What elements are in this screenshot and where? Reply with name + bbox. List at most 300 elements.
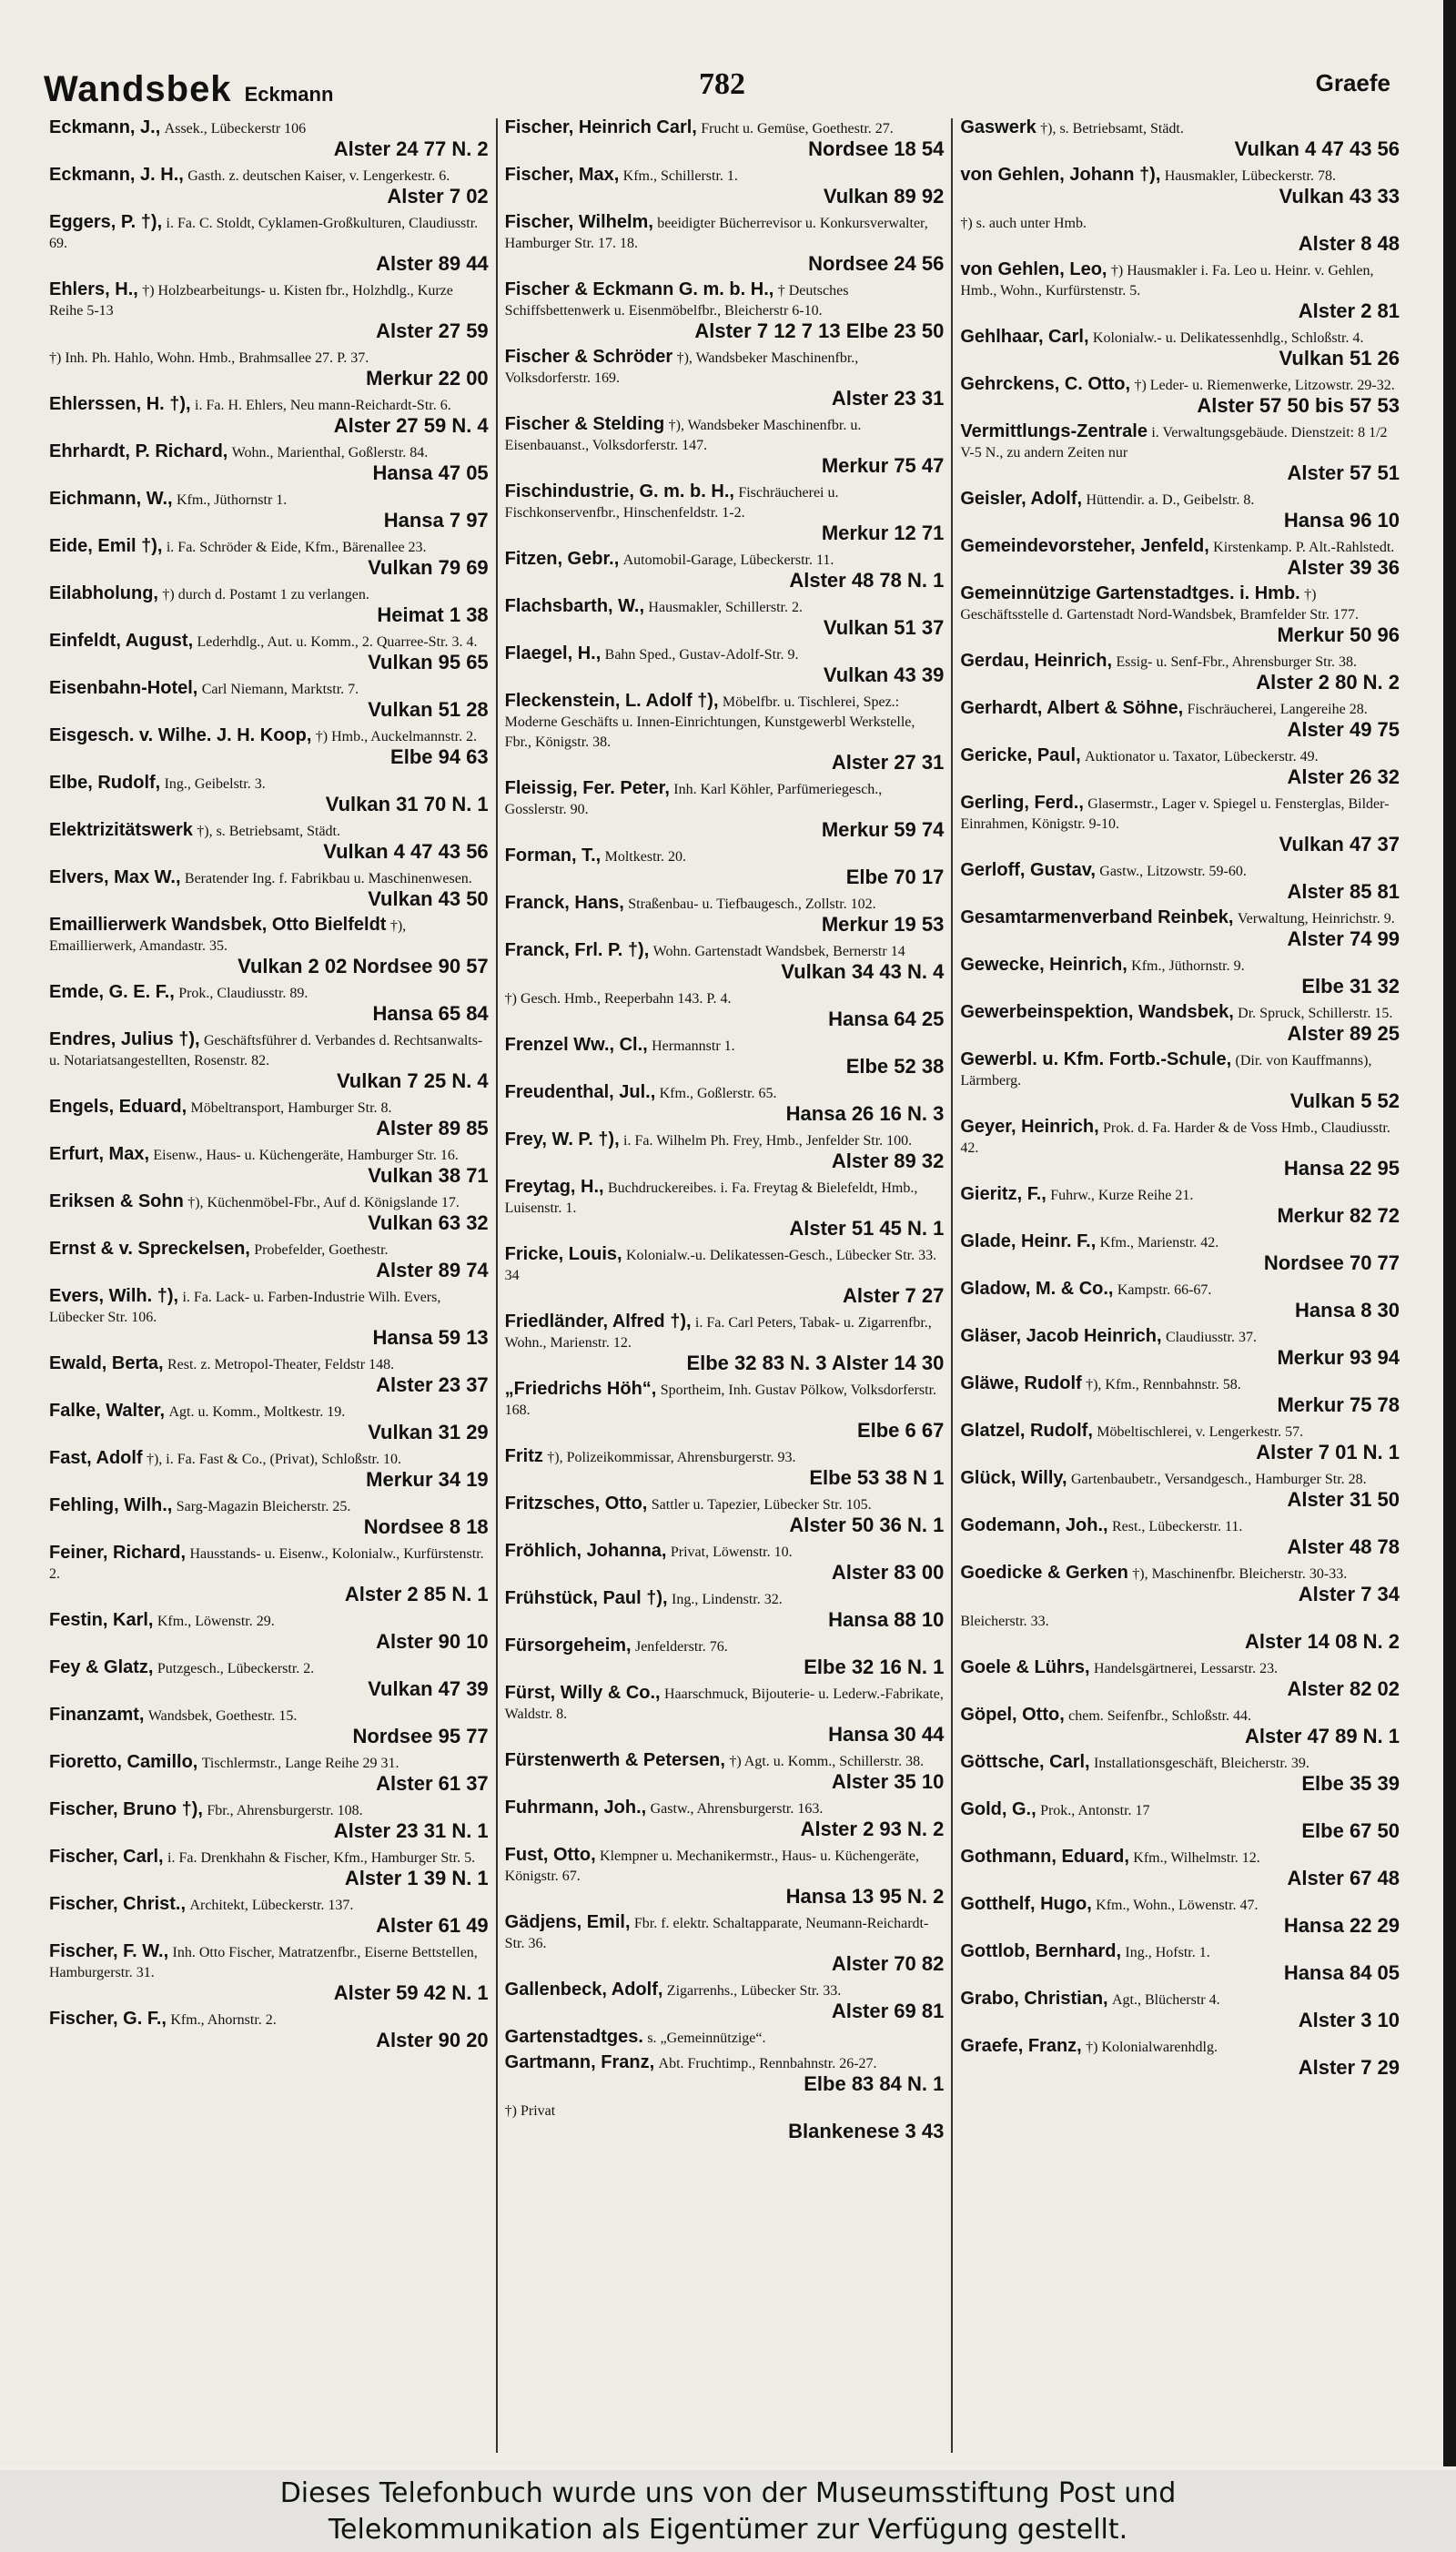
- entry-name: Gläser, Jacob Heinrich,: [960, 1326, 1162, 1346]
- entry-info: Essig- u. Senf-Fbr., Ahrensburger Str. 38.: [1116, 654, 1358, 670]
- entry-phone-number: Vulkan 43 50: [368, 887, 489, 910]
- entry-name: Gemeindevorsteher, Jenfeld,: [960, 536, 1209, 556]
- entry-phone-number: Hansa 64 25: [828, 1008, 945, 1030]
- directory-entry: [49, 983, 489, 1025]
- directory-entry: [960, 1848, 1400, 1889]
- entry-name: Frenzel Ww., Cl.,: [504, 1035, 648, 1055]
- entry-phone-number: Vulkan 63 32: [368, 1211, 489, 1234]
- entry-info: Hausstands- u. Eisenw., Kolonialw., Kurfürstenstr. 2.: [49, 1546, 484, 1582]
- entry-info: Moltkestr. 20.: [604, 849, 686, 865]
- entry-name: Elektrizitätswerk: [49, 820, 193, 840]
- entry-name: Fröhlich, Johanna,: [504, 1541, 667, 1561]
- entry-phone-number: Alster 89 85: [376, 1117, 489, 1139]
- directory-entry: [505, 1447, 945, 1489]
- entry-phone-number: Vulkan 51 37: [823, 616, 945, 639]
- entry-name: Fritz: [504, 1446, 543, 1466]
- entry-phone-number: Alster 83 00: [831, 1561, 945, 1584]
- entry-name: Gallenbeck, Adolf,: [504, 1980, 663, 2000]
- entry-info: Kirstenkamp. P. Alt.-Rahlstedt.: [1213, 540, 1395, 555]
- entry-phone-number: Vulkan 7 25 N. 4: [336, 1069, 489, 1092]
- entry-phone-number: Merkur 19 53: [821, 913, 945, 936]
- entry-info: Fischräucherei, Langereihe 28.: [1187, 702, 1368, 717]
- entry-name: Friedländer, Alfred †),: [504, 1311, 692, 1332]
- entry-info: Abt. Fruchtimp., Rennbahnstr. 26-27.: [658, 2056, 877, 2071]
- entry-name: Fischer, Wilhelm,: [504, 212, 653, 232]
- entry-name: Ehlers, H.,: [49, 279, 138, 299]
- entry-info: Möbeltischlerei, v. Lengerkestr. 57.: [1097, 1424, 1304, 1440]
- entry-info: Verwaltung, Heinrichstr. 9.: [1237, 911, 1395, 927]
- entry-name: Göttsche, Carl,: [960, 1752, 1090, 1772]
- entry-info: Hüttendir. a. D., Geibelstr. 8.: [1086, 492, 1255, 508]
- entry-phone-number: Alster 90 10: [376, 1630, 489, 1653]
- entry-phone-number: Alster 1 39 N. 1: [344, 1867, 489, 1889]
- entry-phone-number: Nordsee 24 56: [808, 252, 945, 275]
- entry-info: †), Kfm., Rennbahnstr. 58.: [1086, 1377, 1241, 1392]
- directory-entry: [49, 584, 489, 626]
- directory-entry: [505, 597, 945, 639]
- entry-phone-number: Alster 48 78: [1287, 1535, 1400, 1558]
- directory-entry: [960, 422, 1400, 484]
- entry-name: Frühstück, Paul †),: [504, 1588, 668, 1608]
- directory-entry: [960, 537, 1400, 579]
- entry-info: Eisenw., Haus- u. Küchengeräte, Hamburger Str. 16.: [153, 1148, 459, 1163]
- directory-entry: [49, 821, 489, 863]
- entry-phone-number: Alster 67 48: [1287, 1867, 1400, 1889]
- entry-phone-number: Vulkan 51 26: [1279, 347, 1400, 370]
- directory-entry: [505, 1684, 945, 1746]
- entry-phone-number: Alster 90 20: [376, 2029, 489, 2051]
- entry-info: Putzgesch., Lübeckerstr. 2.: [157, 1661, 315, 1676]
- entry-info: i. Fa. H. Ehlers, Neu mann-Reichardt-Str. 6.: [195, 398, 451, 413]
- entry-name: Eilabholung,: [49, 583, 158, 603]
- entry-info: Privat, Löwenstr. 10.: [670, 1544, 793, 1560]
- directory-entry: [49, 1145, 489, 1187]
- directory-entry: [49, 1240, 489, 1281]
- entry-name: Eggers, P. †),: [49, 212, 163, 232]
- directory-entry: [960, 1469, 1400, 1511]
- directory-entry: [960, 1990, 1400, 2031]
- entry-info: Klempner u. Mechanikermstr., Haus- u. Küchengeräte, Königstr. 67.: [504, 1848, 920, 1884]
- entry-info: i. Fa. C. Stoldt, Cyklamen-Großkulturen, Claudiusstr. 69.: [49, 216, 479, 251]
- entry-phone-number: Elbe 83 84 N. 1: [804, 2072, 945, 2095]
- entry-phone-number: Alster 82 02: [1287, 1677, 1400, 1700]
- directory-entry: [960, 118, 1400, 160]
- entry-phone-number: Merkur 93 94: [1277, 1346, 1400, 1369]
- entry-name: Fast, Adolf: [49, 1448, 143, 1468]
- entry-phone-number: Hansa 13 95 N. 2: [785, 1885, 945, 1908]
- entry-name: Godemann, Joh.,: [960, 1515, 1108, 1535]
- entry-phone-number: Alster 61 49: [376, 1914, 489, 1937]
- entry-name: Franck, Frl. P. †),: [504, 940, 650, 960]
- entry-info: †) s. auch unter Hmb.: [960, 216, 1087, 231]
- entry-info: Dr. Spruck, Schillerstr. 15.: [1238, 1006, 1393, 1021]
- directory-entry: [49, 1496, 489, 1538]
- entry-phone-number: Merkur 22 00: [366, 367, 489, 390]
- entry-name: Fischer & Schröder: [504, 347, 673, 367]
- entry-name: Gold, G.,: [960, 1799, 1036, 1819]
- entry-info: Möbelfbr. u. Tischlerei, Spez.: Moderne Geschäfts u. Innen-Einrichtungen, Kunstgewerbl Werkstelle, Fbr., Königstr. 38.: [504, 694, 915, 750]
- entry-name: Eriksen & Sohn: [49, 1191, 184, 1211]
- directory-entry: [505, 1636, 945, 1678]
- directory-entry: [505, 166, 945, 208]
- directory-entry: [49, 726, 489, 768]
- entry-name: Gericke, Paul,: [960, 745, 1081, 765]
- directory-entry: [960, 794, 1400, 856]
- directory-entry: [960, 1422, 1400, 1463]
- entry-phone-number: Alster 2 85 N. 1: [344, 1583, 489, 1605]
- directory-entry: [505, 280, 945, 342]
- directory-entry: [505, 894, 945, 936]
- entry-info: † Deutsches Schiffsbettenwerk u. Eisenmöbelfbr., Bleicherstr 6-10.: [504, 283, 849, 319]
- directory-entry: [960, 1050, 1400, 1112]
- directory-entry: [49, 1706, 489, 1747]
- entry-info: Kfm., Jüthornstr. 9.: [1131, 958, 1245, 974]
- directory-entry: [49, 1611, 489, 1653]
- entry-info: Fbr., Ahrensburgerstr. 108.: [207, 1803, 363, 1818]
- entry-name: Fioretto, Camillo,: [49, 1752, 198, 1772]
- entry-name: Vermittlungs-Zentrale: [960, 421, 1148, 441]
- directory-entry: [49, 1544, 489, 1605]
- entry-phone-number: Alster 39 36: [1287, 556, 1400, 579]
- directory-entry: [505, 1913, 945, 1975]
- directory-entry: [505, 550, 945, 592]
- entry-name: Fürst, Willy & Co.,: [504, 1683, 661, 1703]
- directory-entry: [505, 1846, 945, 1908]
- entry-info: †) Kolonialwarenhdlg.: [1086, 2040, 1218, 2055]
- entry-name: Göpel, Otto,: [960, 1705, 1065, 1725]
- entry-phone-number: Merkur 82 72: [1277, 1204, 1400, 1227]
- entry-name: Erfurt, Max,: [49, 1144, 150, 1164]
- entry-info: i. Fa. Carl Peters, Tabak- u. Zigarrenfbr., Wohn., Marienstr. 12.: [504, 1315, 932, 1351]
- directory-columns: [42, 118, 1407, 2453]
- entry-name: Fehling, Wilh.,: [49, 1495, 173, 1515]
- entry-name: Geyer, Heinrich,: [960, 1117, 1099, 1137]
- entry-info: Straßenbau- u. Tiefbaugesch., Zollstr. 102.: [628, 896, 876, 912]
- entry-name: Gerloff, Gustav,: [960, 860, 1096, 880]
- entry-info: Inh. Otto Fischer, Matratzenfbr., Eiserne Bettstellen, Hamburgerstr. 31.: [49, 1945, 478, 1980]
- directory-entry: [505, 1178, 945, 1240]
- entry-phone-number: Alster 2 80 N. 2: [1256, 671, 1400, 694]
- entry-phone-number: Merkur 50 96: [1277, 623, 1400, 646]
- directory-entry: [960, 1895, 1400, 1937]
- entry-name: Graefe, Franz,: [960, 2036, 1082, 2056]
- entry-phone-number: Alster 27 59: [376, 319, 489, 342]
- directory-entry: [49, 1354, 489, 1396]
- entry-name: von Gehlen, Leo,: [960, 259, 1107, 279]
- directory-entry: [505, 1542, 945, 1584]
- directory-entry: [49, 774, 489, 815]
- entry-phone-number: Nordsee 8 18: [363, 1515, 489, 1538]
- directory-entry: [960, 1374, 1400, 1416]
- entry-phone-number: Merkur 75 78: [1277, 1393, 1400, 1416]
- entry-name: Gläwe, Rudolf: [960, 1373, 1082, 1393]
- directory-entry: [505, 118, 945, 160]
- entry-phone-number: Vulkan 79 69: [368, 556, 489, 579]
- entry-name: Endres, Julius †),: [49, 1029, 200, 1049]
- entry-phone-number: Vulkan 89 92: [823, 185, 945, 208]
- entry-phone-number: Alster 7 34: [1298, 1583, 1400, 1605]
- entry-phone-number: Hansa 96 10: [1283, 509, 1400, 532]
- entry-info: Glasermstr., Lager v. Spiegel u. Fensterglas, Bilder-Einrahmen, Königstr. 9-10.: [960, 796, 1390, 832]
- directory-entry: [49, 213, 489, 275]
- entry-name: Eisgesch. v. Wilhe. J. H. Koop,: [49, 725, 312, 745]
- directory-entry: [49, 537, 489, 579]
- directory-entry: [960, 1706, 1400, 1747]
- directory-entry: [49, 1287, 489, 1349]
- entry-phone-number: Vulkan 5 52: [1289, 1089, 1400, 1112]
- directory-entry: [960, 213, 1400, 255]
- entry-info: Rest., Lübeckerstr. 11.: [1111, 1519, 1243, 1534]
- entry-info: Kfm., Marienstr. 42.: [1099, 1235, 1219, 1251]
- entry-info: †) Geschäftsstelle d. Gartenstadt Nord-Wandsbek, Bramfelder Str. 177.: [960, 587, 1360, 623]
- directory-entry: [505, 692, 945, 774]
- header-left: [44, 69, 333, 110]
- entry-info: Bahn Sped., Gustav-Adolf-Str. 9.: [604, 647, 799, 663]
- entry-info: Sattler u. Tapezier, Lübecker Str. 105.: [651, 1497, 872, 1513]
- entry-info: Kfm., Goßlerstr. 65.: [659, 1086, 777, 1101]
- entry-name: Gotthelf, Hugo,: [960, 1894, 1092, 1914]
- entry-phone-number: Hansa 22 95: [1283, 1157, 1400, 1180]
- directory-entry: [960, 1800, 1400, 1842]
- entry-info: Wohn., Marienthal, Goßlerstr. 84.: [231, 445, 429, 461]
- directory-entry: [49, 118, 489, 160]
- entry-info: Fischräucherei u. Fischkonservenfbr., Hinschenfeldstr. 1-2.: [504, 485, 839, 521]
- entry-phone-number: Vulkan 51 28: [368, 698, 489, 721]
- directory-entry: [960, 1658, 1400, 1700]
- entry-phone-number: Blankenese 3 43: [788, 2120, 945, 2142]
- entry-info: s. „Gemeinnützige“.: [647, 2030, 766, 2046]
- entry-info: Kolonialw.-u. Delikatessen-Gesch., Lübecker Str. 33. 34: [504, 1248, 937, 1283]
- entry-phone-number: Elbe 70 17: [845, 866, 945, 888]
- entry-name: Fischer, G. F.,: [49, 2009, 167, 2029]
- directory-entry: [960, 328, 1400, 370]
- entry-info: †) durch d. Postamt 1 zu verlangen.: [162, 587, 369, 603]
- directory-entry: [960, 1003, 1400, 1045]
- entry-phone-number: Alster 7 12 7 13 Elbe 23 50: [694, 319, 945, 342]
- entry-name: Elbe, Rudolf,: [49, 773, 161, 793]
- entry-info: chem. Seifenfbr., Schloßstr. 44.: [1068, 1708, 1252, 1724]
- entry-info: †), s. Betriebsamt, Städt.: [1040, 121, 1184, 137]
- entry-name: Eckmann, J. H.,: [49, 165, 184, 185]
- directory-entry: [505, 846, 945, 888]
- entry-phone-number: Nordsee 70 77: [1263, 1251, 1400, 1274]
- entry-name: Fricke, Louis,: [504, 1244, 622, 1264]
- entry-info: Beratender Ing. f. Fabrikbau u. Maschinenwesen.: [184, 871, 472, 886]
- entry-info: †), i. Fa. Fast & Co., (Privat), Schloßstr. 10.: [146, 1452, 401, 1467]
- entry-info: Rest. z. Metropol-Theater, Feldstr 148.: [167, 1357, 395, 1372]
- directory-entry: [960, 1118, 1400, 1180]
- directory-entry: [505, 1130, 945, 1172]
- directory-entry: [49, 395, 489, 437]
- entry-info: i. Fa. Lack- u. Farben-Industrie Wilh. Evers, Lübecker Str. 106.: [49, 1290, 441, 1325]
- directory-entry: [960, 166, 1400, 208]
- directory-entry: [505, 2053, 945, 2095]
- entry-name: Gädjens, Emil,: [504, 1912, 631, 1932]
- entry-phone-number: Alster 23 31: [831, 387, 945, 410]
- entry-info: Ing., Geibelstr. 3.: [164, 776, 266, 792]
- entry-phone-number: Merkur 34 19: [366, 1468, 489, 1491]
- footer-notice: [0, 2470, 1456, 2552]
- entry-info: †), Polizeikommissar, Ahrensburgerstr. 93.: [547, 1450, 796, 1465]
- entry-info: Hausmakler, Schillerstr. 2.: [648, 600, 803, 615]
- page-header: [44, 64, 1409, 115]
- entry-name: Fischer, Heinrich Carl,: [504, 118, 697, 137]
- entry-phone-number: Alster 14 08 N. 2: [1245, 1630, 1400, 1653]
- directory-entry: [960, 1185, 1400, 1227]
- entry-info: Kfm., Löwenstr. 29.: [157, 1614, 275, 1629]
- entry-phone-number: Vulkan 43 33: [1279, 185, 1400, 208]
- entry-name: Finanzamt,: [49, 1705, 145, 1725]
- entry-phone-number: Alster 59 42 N. 1: [333, 1981, 489, 2004]
- entry-phone-number: Nordsee 18 54: [808, 137, 945, 160]
- entry-info: Probefelder, Goethestr.: [254, 1242, 389, 1258]
- entry-info: †) Hmb., Auckelmannstr. 2.: [315, 729, 478, 744]
- entry-phone-number: Alster 27 31: [831, 751, 945, 774]
- entry-phone-number: Alster 24 77 N. 2: [333, 137, 489, 160]
- entry-phone-number: Heimat 1 38: [377, 603, 489, 626]
- entry-name: Fritzsches, Otto,: [504, 1494, 648, 1514]
- entry-name: Emde, G. E. F.,: [49, 982, 175, 1002]
- entry-info: beeidigter Bücherrevisor u. Konkursverwalter, Hamburger Str. 17. 18.: [504, 216, 928, 251]
- entry-phone-number: Hansa 84 05: [1283, 1961, 1400, 1984]
- entry-phone-number: Alster 2 81: [1298, 299, 1400, 322]
- entry-info: i. Fa. Schröder & Eide, Kfm., Bärenallee 23.: [166, 540, 427, 555]
- entry-name: Fischer & Eckmann G. m. b. H.,: [504, 279, 774, 299]
- entry-phone-number: Merkur 59 74: [821, 818, 945, 841]
- entry-name: Elvers, Max W.,: [49, 867, 181, 887]
- directory-entry: [49, 1848, 489, 1889]
- entry-name: Franck, Hans,: [504, 893, 624, 913]
- entry-name: Fischer & Stelding: [504, 414, 665, 434]
- entry-info: Fbr. f. elektr. Schaltapparate, Neumann-Reichardt-Str. 36.: [504, 1916, 929, 1951]
- entry-phone-number: Vulkan 47 39: [368, 1677, 489, 1700]
- entry-name: Frey, W. P. †),: [504, 1129, 620, 1149]
- header-first-word: Eckmann: [244, 83, 334, 106]
- entry-phone-number: Hansa 22 29: [1283, 1914, 1400, 1937]
- entry-name: Gehrckens, C. Otto,: [960, 374, 1131, 394]
- entry-name: Engels, Eduard,: [49, 1097, 187, 1117]
- directory-entry: [505, 1380, 945, 1442]
- entry-phone-number: Elbe 53 38 N 1: [809, 1466, 945, 1489]
- entry-info: †), s. Betriebsamt, Städt.: [197, 824, 340, 839]
- directory-entry: [49, 1895, 489, 1937]
- entry-name: Freytag, H.,: [504, 1177, 604, 1197]
- entry-phone-number: Vulkan 34 43 N. 4: [781, 960, 945, 983]
- directory-entry: [960, 652, 1400, 694]
- entry-phone-number: Elbe 32 16 N. 1: [804, 1656, 945, 1678]
- directory-entry: [960, 375, 1400, 417]
- entry-phone-number: Hansa 7 97: [383, 509, 489, 532]
- entry-info: †), Emaillierwerk, Amandastr. 35.: [49, 918, 407, 954]
- directory-entry: [505, 1083, 945, 1125]
- directory-entry: [49, 1098, 489, 1139]
- entry-phone-number: Vulkan 31 29: [368, 1421, 489, 1443]
- entry-info: i. Fa. Wilhelm Ph. Frey, Hmb., Jenfelder Str. 100.: [623, 1133, 913, 1149]
- directory-entry: [49, 166, 489, 208]
- entry-phone-number: Alster 89 25: [1287, 1022, 1400, 1045]
- entry-name: Eckmann, J.,: [49, 118, 161, 137]
- column-2: [496, 118, 952, 2453]
- entry-name: Goedicke & Gerken: [960, 1563, 1128, 1583]
- entry-info: Carl Niemann, Marktstr. 7.: [201, 682, 359, 697]
- directory-entry: [505, 1036, 945, 1078]
- entry-info: Buchdruckereibes. i. Fa. Freytag & Bielefeldt, Hmb., Luisenstr. 1.: [504, 1180, 918, 1216]
- entry-info: Assek., Lübeckerstr 106: [164, 121, 307, 137]
- directory-entry: [49, 1030, 489, 1092]
- entry-phone-number: Alster 50 36 N. 1: [789, 1514, 945, 1536]
- entry-phone-number: Alster 35 10: [831, 1770, 945, 1793]
- directory-entry: [505, 1980, 945, 2022]
- entry-name: Geisler, Adolf,: [960, 489, 1083, 509]
- directory-entry: [960, 1942, 1400, 1984]
- entry-phone-number: Hansa 26 16 N. 3: [785, 1102, 945, 1125]
- entry-info: Kolonialw.- u. Delikatessenhdlg., Schloßstr. 4.: [1092, 330, 1364, 346]
- directory-entry: [960, 908, 1400, 950]
- entry-info: Installationsgeschäft, Bleicherstr. 39.: [1093, 1756, 1309, 1771]
- entry-phone-number: Alster 57 50 bis 57 53: [1197, 394, 1400, 417]
- directory-entry: [960, 260, 1400, 322]
- entry-name: Eisenbahn-Hotel,: [49, 678, 198, 698]
- entry-name: Ehrhardt, P. Richard,: [49, 441, 228, 461]
- directory-entry: [505, 348, 945, 410]
- entry-name: Glatzel, Rudolf,: [960, 1421, 1093, 1441]
- entry-phone-number: Nordsee 95 77: [352, 1725, 489, 1747]
- entry-phone-number: Alster 70 82: [831, 1952, 945, 1975]
- entry-phone-number: Vulkan 31 70 N. 1: [325, 793, 489, 815]
- entry-phone-number: Alster 47 89 N. 1: [1245, 1725, 1400, 1747]
- directory-entry: [505, 1312, 945, 1374]
- directory-entry: [505, 644, 945, 686]
- entry-phone-number: Vulkan 43 39: [823, 663, 945, 686]
- entry-name: Freudenthal, Jul.,: [504, 1082, 656, 1102]
- entry-phone-number: Elbe 6 67: [856, 1419, 945, 1442]
- entry-info: Kfm., Jüthornstr 1.: [176, 492, 288, 508]
- entry-info: †) Privat: [504, 2103, 556, 2119]
- entry-name: Fey & Glatz,: [49, 1657, 154, 1677]
- entry-info: †) Gesch. Hmb., Reeperbahn 143. P. 4.: [504, 991, 732, 1007]
- directory-entry: [960, 584, 1400, 646]
- directory-entry: [960, 1232, 1400, 1274]
- entry-info: Gastw., Ahrensburgerstr. 163.: [650, 1801, 824, 1817]
- entry-phone-number: Alster 89 44: [376, 252, 489, 275]
- entry-name: Gewecke, Heinrich,: [960, 955, 1127, 975]
- directory-entry: [505, 941, 945, 983]
- entry-name: Glück, Willy,: [960, 1468, 1067, 1488]
- entry-name: Fischer, Max,: [504, 165, 620, 185]
- entry-info: †), Wandsbeker Maschinenfbr. u. Eisenbauanst., Volksdorferstr. 147.: [504, 418, 862, 453]
- entry-name: Einfeldt, August,: [49, 631, 194, 651]
- directory-entry: [960, 1516, 1400, 1558]
- entry-name: Glade, Heinr. F.,: [960, 1231, 1097, 1251]
- entry-name: Eide, Emil †),: [49, 536, 163, 556]
- entry-name: Fischindustrie, G. m. b. H.,: [504, 481, 734, 501]
- entry-name: Fischer, Carl,: [49, 1847, 164, 1867]
- directory-entry: [49, 490, 489, 532]
- entry-phone-number: Vulkan 38 71: [368, 1164, 489, 1187]
- entry-phone-number: Alster 7 29: [1298, 2056, 1400, 2079]
- entry-phone-number: Vulkan 95 65: [368, 651, 489, 673]
- entry-name: Grabo, Christian,: [960, 1989, 1108, 2009]
- header-place: Wandsbek: [44, 69, 232, 109]
- entry-phone-number: Elbe 94 63: [390, 745, 489, 768]
- directory-entry: [49, 632, 489, 673]
- entry-phone-number: Alster 7 01 N. 1: [1256, 1441, 1400, 1463]
- entry-info: Architekt, Lübeckerstr. 137.: [189, 1898, 354, 1913]
- entry-info: Prok., Antonstr. 17: [1040, 1803, 1150, 1818]
- directory-entry: [49, 2010, 489, 2051]
- entry-phone-number: Alster 61 37: [376, 1772, 489, 1795]
- entry-name: Falke, Walter,: [49, 1401, 166, 1421]
